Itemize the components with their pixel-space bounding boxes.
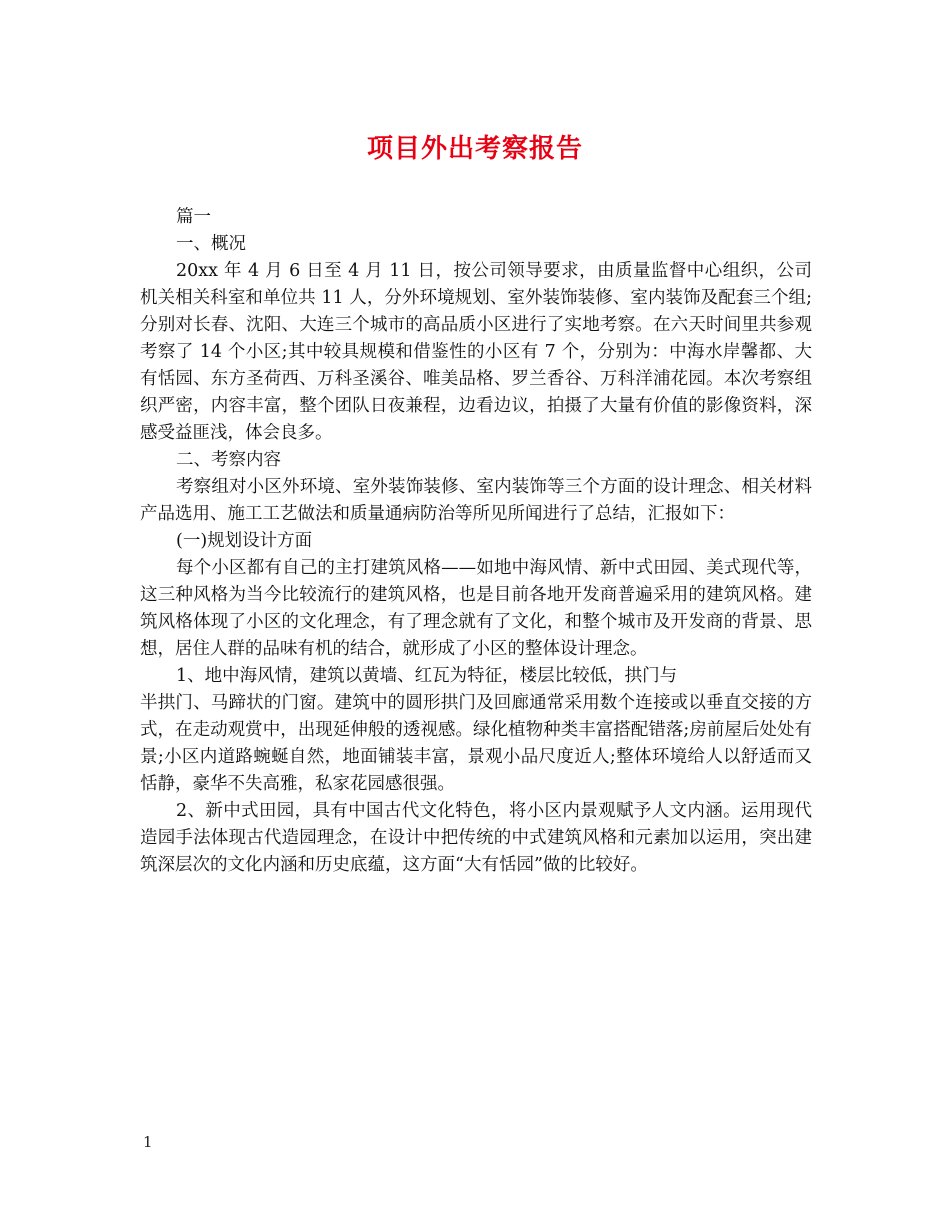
paragraph-inspection-summary: 考察组对小区外环境、室外装饰装修、室内装饰等三个方面的设计理念、相关材料产品选用、施工工艺做法和质量通病防治等所见所闻进行了总结，汇报如下： [140, 477, 812, 524]
paragraph-architectural-style: 每个小区都有自己的主打建筑风格——如地中海风情、新中式田园、美式现代等，这三种风格为当今比较流行的建筑风格，也是目前各地开发商普遍采用的建筑风格。建筑风格体现了小区的文化理念，有了理念就有了文化，和整个城市及开发商的背景、思想，居住人群的品味有机的结合，就形成了小区的整体设计理念。 [140, 558, 812, 659]
document-title: 项目外出考察报告 [366, 134, 583, 164]
page-number: 1 [143, 1133, 153, 1151]
paragraph-new-chinese: 2、新中式田园，具有中国古代文化特色，将小区内景观赋予人文内涵。运用现代造园手法体现古代造园理念，在设计中把传统的中式建筑风格和元素加以运用，突出建筑深层次的文化内涵和历史底蕴，这方面“大有恬园”做的比较好。 [140, 801, 812, 875]
paragraph-mediterranean-detail: 半拱门、马蹄状的门窗。建筑中的圆形拱门及回廊通常采用数个连接或以垂直交接的方式，在走动观赏中，出现延伸般的透视感。绿化植物种类丰富搭配错落;房前屋后处处有景;小区内道路蜿蜒自然，地面铺装丰富，景观小品尺度近人;整体环境给人以舒适而又恬静，豪华不失高雅，私家花园感很强。 [140, 693, 812, 794]
subheading-planning-design: (一)规划设计方面 [176, 531, 313, 551]
heading-overview: 一、概况 [176, 234, 246, 254]
document-body [140, 204, 812, 879]
paragraph-section-label: 篇一 [176, 207, 211, 227]
heading-inspection-content: 二、考察内容 [176, 450, 281, 470]
paragraph-mediterranean-intro: 1、地中海风情，建筑以黄墙、红瓦为特征，楼层比较低，拱门与 [176, 666, 678, 686]
paragraph-overview: 20xx 年 4 月 6 日至 4 月 11 日，按公司领导要求，由质量监督中心组织，公司机关相关科室和单位共 11 人，分外环境规划、室外装饰装修、室内装饰及配套三个组;分别对长春、沈阳、大连三个城市的高品质小区进行了实地考察。在六天时间里共参观考察了 14 个小区;其中较具规模和借鉴性的小区有 7 个，分别为：中海水岸馨都、大有恬园、东方圣荷西、万科圣溪谷、唯美品格、罗兰香谷、万科洋浦花园。本次考察组织严密，内容丰富，整个团队日夜兼程，边看边议，拍摄了大量有价值的影像资料，深感受益匪浅，体会良多。 [140, 261, 812, 443]
